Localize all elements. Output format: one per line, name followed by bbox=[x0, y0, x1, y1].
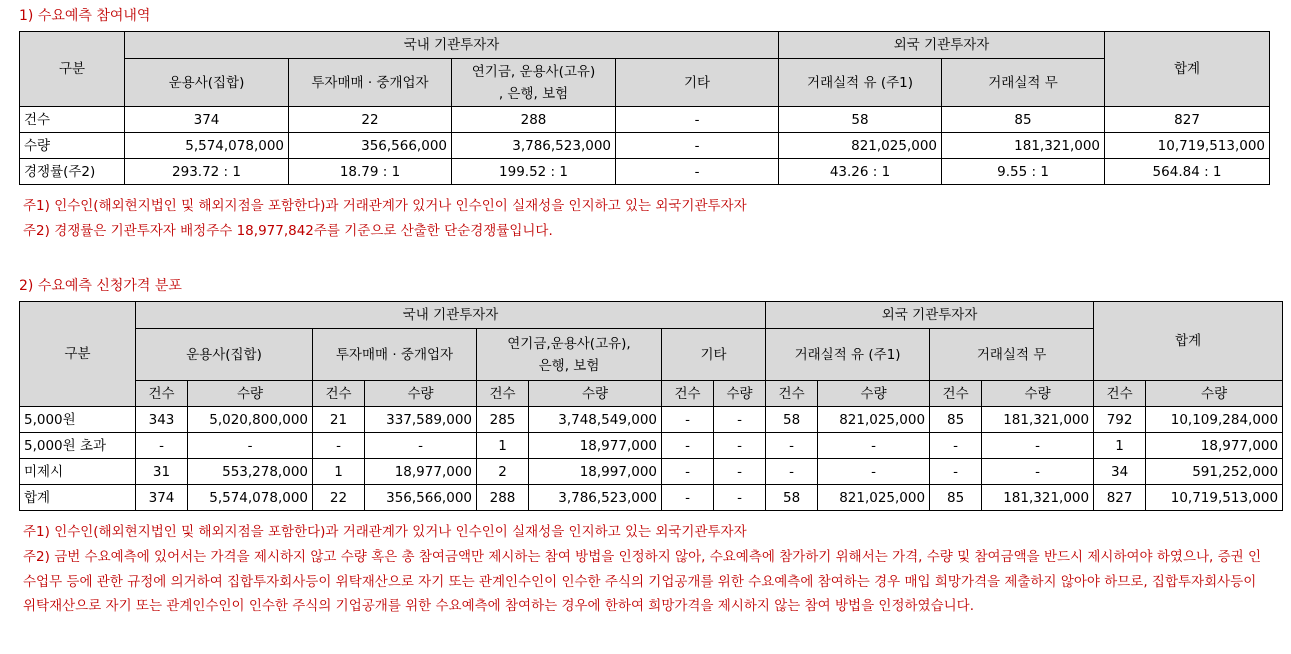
cell: - bbox=[616, 107, 779, 133]
cell: 18.79 : 1 bbox=[289, 159, 452, 185]
cell: 85 bbox=[942, 107, 1105, 133]
cell: 18,997,000 bbox=[529, 459, 662, 485]
header-pension-line1: 연기금, 운용사(고유) bbox=[471, 63, 596, 80]
cell: 821,025,000 bbox=[779, 133, 942, 159]
cell: - bbox=[616, 133, 779, 159]
cell: - bbox=[714, 459, 766, 485]
cell: - bbox=[662, 485, 714, 511]
row-label: 5,000원 초과 bbox=[20, 433, 136, 459]
cell: 181,321,000 bbox=[982, 485, 1094, 511]
table-row bbox=[20, 107, 1270, 133]
cell: - bbox=[982, 459, 1094, 485]
cell: 553,278,000 bbox=[188, 459, 313, 485]
cell: 10,109,284,000 bbox=[1146, 407, 1283, 433]
cell: 10,719,513,000 bbox=[1105, 133, 1270, 159]
cell: - bbox=[188, 433, 313, 459]
cell: - bbox=[930, 459, 982, 485]
table-row bbox=[20, 433, 1283, 459]
cell: 10,719,513,000 bbox=[1146, 485, 1283, 511]
cell: 3,786,523,000 bbox=[452, 133, 616, 159]
header-count: 건수 bbox=[930, 381, 982, 407]
cell: 181,321,000 bbox=[982, 407, 1094, 433]
cell: - bbox=[714, 485, 766, 511]
cell: 85 bbox=[930, 407, 982, 433]
demand-forecast-participation-table bbox=[19, 31, 1270, 185]
row-label: 건수 bbox=[20, 107, 125, 133]
section2-title: 2) 수요예측 신청가격 분포 bbox=[19, 278, 182, 294]
header-foreign-no-record: 거래실적 무 bbox=[942, 59, 1105, 107]
cell: - bbox=[313, 433, 365, 459]
row-label: 5,000원 bbox=[20, 407, 136, 433]
cell: 374 bbox=[125, 107, 289, 133]
table-row bbox=[20, 133, 1270, 159]
cell: 18,977,000 bbox=[1146, 433, 1283, 459]
cell: 58 bbox=[766, 407, 818, 433]
cell: - bbox=[714, 433, 766, 459]
header-pension-line2: 은행, 보험 bbox=[538, 357, 600, 374]
cell: 285 bbox=[477, 407, 529, 433]
cell: 5,574,078,000 bbox=[125, 133, 289, 159]
row-label: 미제시 bbox=[20, 459, 136, 485]
cell: - bbox=[136, 433, 188, 459]
header-category: 구분 bbox=[20, 302, 136, 407]
header-qty: 수량 bbox=[818, 381, 930, 407]
cell: 288 bbox=[477, 485, 529, 511]
header-total: 합계 bbox=[1105, 32, 1270, 107]
cell: 821,025,000 bbox=[818, 407, 930, 433]
cell: 1 bbox=[477, 433, 529, 459]
cell: - bbox=[714, 407, 766, 433]
cell: 22 bbox=[313, 485, 365, 511]
cell: 85 bbox=[930, 485, 982, 511]
cell: 199.52 : 1 bbox=[452, 159, 616, 185]
header-other: 기타 bbox=[662, 329, 766, 381]
cell: - bbox=[930, 433, 982, 459]
cell: - bbox=[766, 433, 818, 459]
header-count: 건수 bbox=[313, 381, 365, 407]
header-broker-dealer: 투자매매 · 중개업자 bbox=[289, 59, 452, 107]
cell: - bbox=[662, 407, 714, 433]
header-asset-manager: 운용사(집합) bbox=[136, 329, 313, 381]
header-qty: 수량 bbox=[188, 381, 313, 407]
cell: - bbox=[818, 459, 930, 485]
header-count: 건수 bbox=[477, 381, 529, 407]
cell: 5,020,800,000 bbox=[188, 407, 313, 433]
header-foreign-with-record: 거래실적 유 (주1) bbox=[779, 59, 942, 107]
header-foreign: 외국 기관투자자 bbox=[779, 32, 1105, 59]
cell: 58 bbox=[766, 485, 818, 511]
cell: - bbox=[616, 159, 779, 185]
row-label: 경쟁률(주2) bbox=[20, 159, 125, 185]
cell: 821,025,000 bbox=[818, 485, 930, 511]
header-foreign-with-record: 거래실적 유 (주1) bbox=[766, 329, 930, 381]
header-count: 건수 bbox=[1094, 381, 1146, 407]
header-asset-manager: 운용사(집합) bbox=[125, 59, 289, 107]
row-label: 합계 bbox=[20, 485, 136, 511]
header-total: 합계 bbox=[1094, 302, 1283, 381]
cell: 18,977,000 bbox=[365, 459, 477, 485]
cell: 293.72 : 1 bbox=[125, 159, 289, 185]
header-domestic: 국내 기관투자자 bbox=[125, 32, 779, 59]
cell: 21 bbox=[313, 407, 365, 433]
cell: - bbox=[766, 459, 818, 485]
header-domestic: 국내 기관투자자 bbox=[136, 302, 766, 329]
header-count: 건수 bbox=[662, 381, 714, 407]
table-row bbox=[20, 407, 1283, 433]
cell: 31 bbox=[136, 459, 188, 485]
section2-note2: 주2) 금번 수요예측에 있어서는 가격을 제시하지 않고 수량 혹은 총 참여금액만 제시하는 참여 방법을 인정하지 않아, 수요예측에 참가하기 위해서는 가격, 수량 및 참여금액을 반드시 제시하여야 하였으나, 증권 인수업무 등에 관한 규정에 의거하여 집합투자회사등이 위탁재산으로 자기 또는 관계인수인이 인수한 주식의 기업공개를 위한 수요예측에 참여하는 경우 매입 희망가격을 제출하지 않아야 하므로, 집합투자회사등이 위탁재산으로 자기 또는 관계인수인이 인수한 주식의 기업공개를 위한 수요예측에 참여하는 경우에 한하여 희망가격을 제시하지 않는 참여 방법을 인정하였습니다. bbox=[23, 549, 1262, 614]
header-qty: 수량 bbox=[529, 381, 662, 407]
cell: - bbox=[662, 459, 714, 485]
cell: 374 bbox=[136, 485, 188, 511]
header-pension-bank-insurance bbox=[452, 59, 616, 107]
cell: 18,977,000 bbox=[529, 433, 662, 459]
header-qty: 수량 bbox=[365, 381, 477, 407]
header-other: 기타 bbox=[616, 59, 779, 107]
header-count: 건수 bbox=[766, 381, 818, 407]
header-qty: 수량 bbox=[714, 381, 766, 407]
cell: 827 bbox=[1094, 485, 1146, 511]
header-foreign: 외국 기관투자자 bbox=[766, 302, 1094, 329]
header-count: 건수 bbox=[136, 381, 188, 407]
table-row bbox=[20, 159, 1270, 185]
cell: 2 bbox=[477, 459, 529, 485]
cell: 356,566,000 bbox=[365, 485, 477, 511]
table-row bbox=[20, 459, 1283, 485]
cell: 591,252,000 bbox=[1146, 459, 1283, 485]
header-pension-line1: 연기금,운용사(고유), bbox=[507, 335, 631, 352]
header-foreign-no-record: 거래실적 무 bbox=[930, 329, 1094, 381]
cell: 58 bbox=[779, 107, 942, 133]
cell: 3,748,549,000 bbox=[529, 407, 662, 433]
cell: 1 bbox=[313, 459, 365, 485]
cell: 1 bbox=[1094, 433, 1146, 459]
cell: 181,321,000 bbox=[942, 133, 1105, 159]
cell: 9.55 : 1 bbox=[942, 159, 1105, 185]
cell: 288 bbox=[452, 107, 616, 133]
header-category: 구분 bbox=[20, 32, 125, 107]
cell: 5,574,078,000 bbox=[188, 485, 313, 511]
row-label: 수량 bbox=[20, 133, 125, 159]
cell: 564.84 : 1 bbox=[1105, 159, 1270, 185]
header-qty: 수량 bbox=[1146, 381, 1283, 407]
cell: 356,566,000 bbox=[289, 133, 452, 159]
section1-note1: 주1) 인수인(해외현지법인 및 해외지점을 포함한다)과 거래관계가 있거나 인수인이 실재성을 인지하고 있는 외국기관투자자 bbox=[23, 198, 747, 214]
section2-note1: 주1) 인수인(해외현지법인 및 해외지점을 포함한다)과 거래관계가 있거나 인수인이 실재성을 인지하고 있는 외국기관투자자 bbox=[23, 524, 747, 540]
cell: - bbox=[662, 433, 714, 459]
cell: 3,786,523,000 bbox=[529, 485, 662, 511]
table-row bbox=[20, 485, 1283, 511]
header-pension-line2: , 은행, 보험 bbox=[498, 85, 569, 102]
cell: - bbox=[365, 433, 477, 459]
cell: - bbox=[982, 433, 1094, 459]
cell: 337,589,000 bbox=[365, 407, 477, 433]
cell: 43.26 : 1 bbox=[779, 159, 942, 185]
cell: 343 bbox=[136, 407, 188, 433]
header-broker-dealer: 투자매매 · 중개업자 bbox=[313, 329, 477, 381]
cell: 34 bbox=[1094, 459, 1146, 485]
header-pension-bank-insurance bbox=[477, 329, 662, 381]
section1-title: 1) 수요예측 참여내역 bbox=[19, 8, 151, 24]
cell: - bbox=[818, 433, 930, 459]
cell: 827 bbox=[1105, 107, 1270, 133]
cell: 792 bbox=[1094, 407, 1146, 433]
cell: 22 bbox=[289, 107, 452, 133]
header-qty: 수량 bbox=[982, 381, 1094, 407]
section1-note2: 주2) 경쟁률은 기관투자자 배정주수 18,977,842주를 기준으로 산출한 단순경쟁률입니다. bbox=[23, 223, 553, 239]
price-distribution-table bbox=[19, 301, 1283, 511]
